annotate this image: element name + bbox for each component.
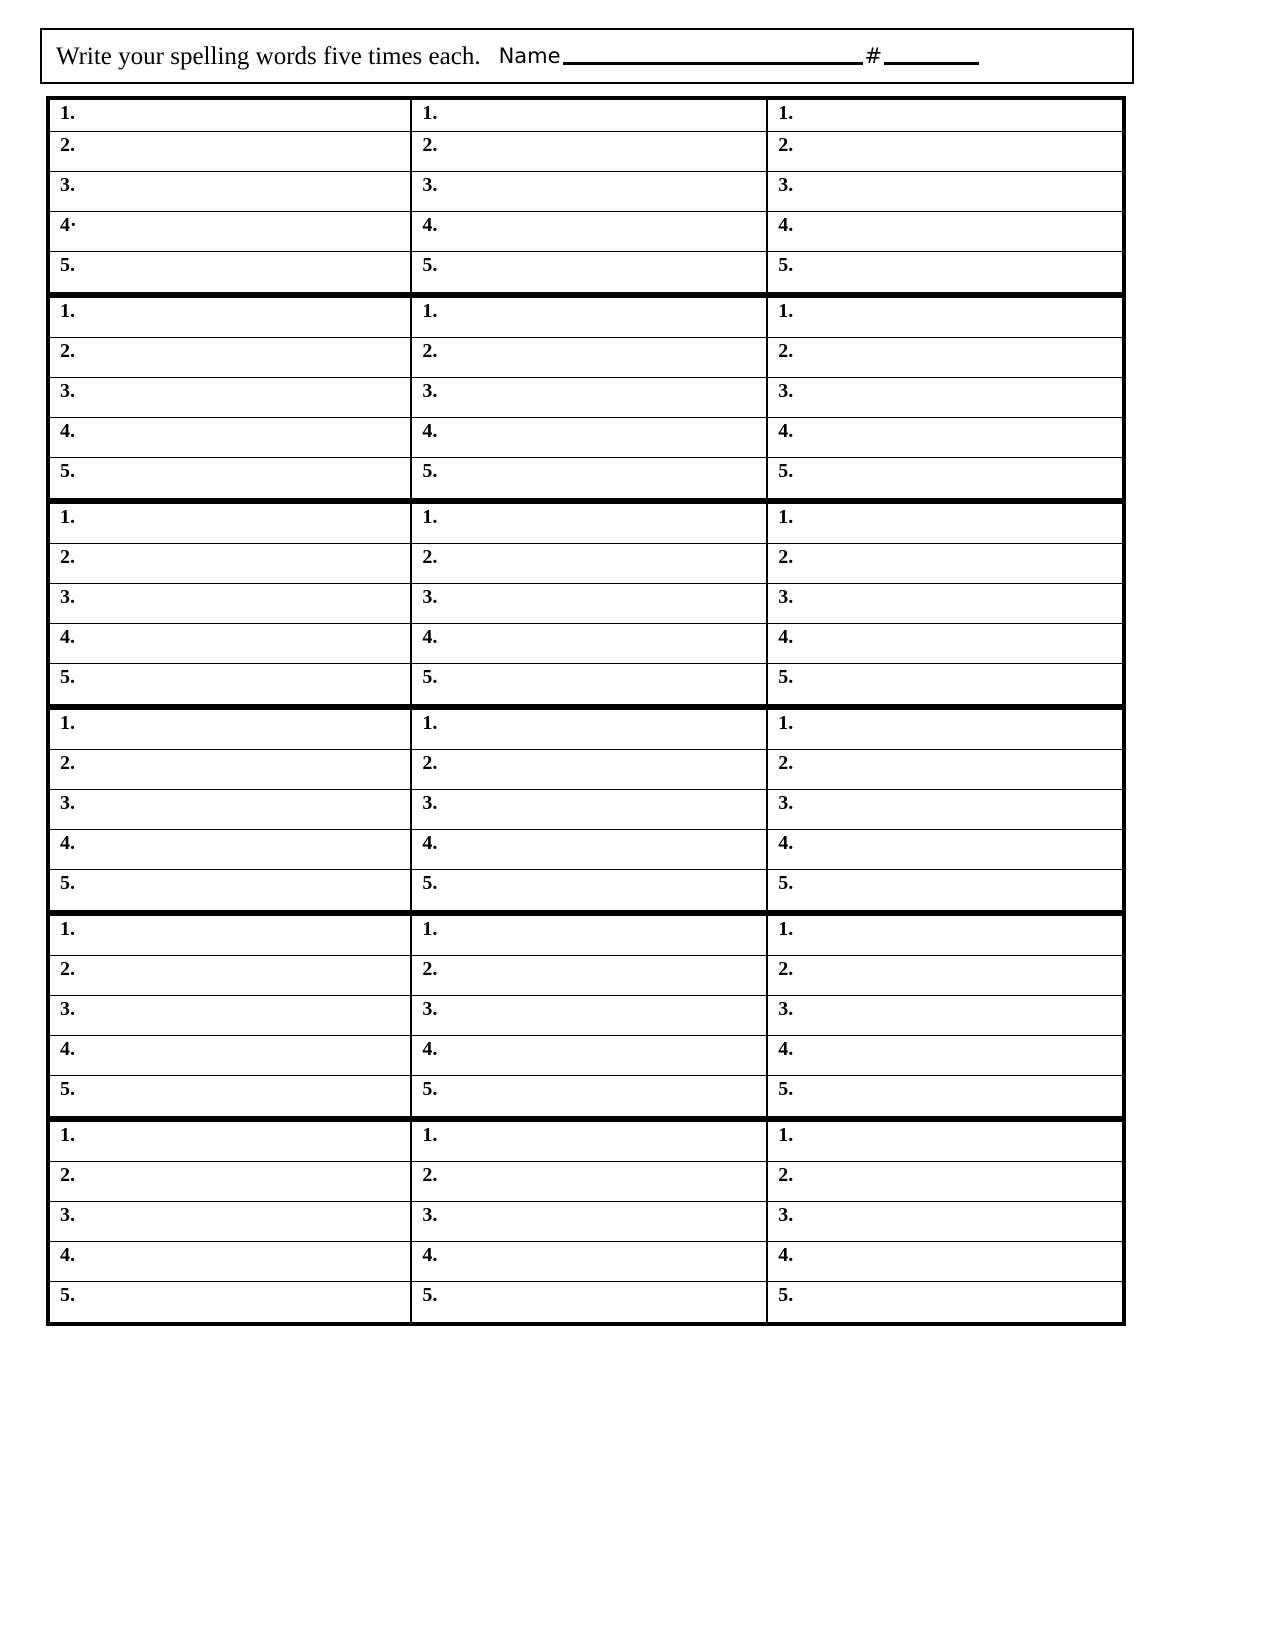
line-number: 3. xyxy=(60,174,75,196)
line-number: 5. xyxy=(778,254,794,276)
practice-line[interactable] xyxy=(412,1036,766,1076)
practice-line[interactable] xyxy=(50,212,410,252)
practice-column xyxy=(412,100,768,292)
practice-column xyxy=(768,298,1122,498)
practice-line[interactable] xyxy=(412,378,766,418)
practice-line[interactable] xyxy=(412,172,766,212)
line-number: 4. xyxy=(778,1244,794,1266)
line-number: 5. xyxy=(778,1078,794,1100)
practice-line[interactable] xyxy=(50,132,410,172)
practice-column xyxy=(50,1122,412,1322)
practice-line[interactable] xyxy=(412,664,766,704)
practice-line[interactable] xyxy=(412,1202,766,1242)
practice-line[interactable] xyxy=(50,338,410,378)
practice-line[interactable] xyxy=(50,504,410,544)
practice-column xyxy=(768,1122,1122,1322)
line-number: 3. xyxy=(422,380,438,402)
line-number: 5. xyxy=(778,1284,794,1306)
practice-line[interactable] xyxy=(768,378,1122,418)
line-number: 5. xyxy=(778,666,794,688)
line-number: 5. xyxy=(60,666,75,688)
practice-line[interactable] xyxy=(768,172,1122,212)
practice-block xyxy=(46,1118,1126,1326)
practice-line[interactable] xyxy=(50,1122,410,1162)
practice-line[interactable] xyxy=(768,710,1122,750)
line-number: 1. xyxy=(778,506,794,528)
practice-grid xyxy=(46,96,1126,1326)
line-number: 1. xyxy=(422,1124,438,1146)
line-number: 3. xyxy=(60,380,75,402)
line-number: 4. xyxy=(60,420,75,442)
practice-line[interactable] xyxy=(50,544,410,584)
line-number: 3. xyxy=(60,792,75,814)
line-number: 4. xyxy=(422,1244,438,1266)
line-number: 4. xyxy=(60,832,75,854)
practice-line[interactable] xyxy=(768,790,1122,830)
line-number: 4. xyxy=(778,832,794,854)
practice-line[interactable] xyxy=(412,1076,766,1116)
line-number: 4. xyxy=(778,1038,794,1060)
practice-column xyxy=(412,916,768,1116)
line-number: 2. xyxy=(422,340,438,362)
line-number: 1. xyxy=(778,300,794,322)
name-label xyxy=(499,44,982,68)
line-number: 5. xyxy=(422,872,438,894)
practice-line[interactable] xyxy=(50,1282,410,1322)
line-number: 3. xyxy=(422,792,438,814)
practice-line[interactable] xyxy=(768,1202,1122,1242)
practice-line[interactable] xyxy=(50,996,410,1036)
practice-line[interactable] xyxy=(768,830,1122,870)
practice-line[interactable] xyxy=(412,458,766,498)
line-number: 5. xyxy=(422,254,438,276)
line-number: 1. xyxy=(422,712,438,734)
practice-line[interactable] xyxy=(50,1036,410,1076)
practice-line[interactable] xyxy=(50,710,410,750)
line-number: 5. xyxy=(422,1284,438,1306)
line-number: 2. xyxy=(60,958,75,980)
line-number: 3. xyxy=(778,998,794,1020)
practice-line[interactable] xyxy=(768,916,1122,956)
line-number: 2. xyxy=(778,752,794,774)
practice-line[interactable] xyxy=(412,790,766,830)
line-number: 2. xyxy=(422,958,438,980)
line-number: 3. xyxy=(422,998,438,1020)
practice-line[interactable] xyxy=(768,458,1122,498)
line-number: 1. xyxy=(60,1124,75,1146)
line-number: 4. xyxy=(778,626,794,648)
practice-line[interactable] xyxy=(412,132,766,172)
practice-block xyxy=(46,706,1126,914)
practice-line[interactable] xyxy=(412,916,766,956)
practice-line[interactable] xyxy=(768,504,1122,544)
practice-line[interactable] xyxy=(50,750,410,790)
line-number: 3. xyxy=(422,586,438,608)
practice-line[interactable] xyxy=(412,956,766,996)
line-number: 2. xyxy=(778,1164,794,1186)
line-number: 3. xyxy=(778,174,794,196)
line-number: 1. xyxy=(60,300,75,322)
practice-block xyxy=(46,96,1126,296)
line-number: 2. xyxy=(778,958,794,980)
line-number: 3. xyxy=(778,792,794,814)
practice-line[interactable] xyxy=(768,956,1122,996)
practice-line[interactable] xyxy=(412,870,766,910)
practice-line[interactable] xyxy=(50,100,410,132)
practice-line[interactable] xyxy=(50,1162,410,1202)
line-number: 2. xyxy=(60,546,75,568)
practice-line[interactable] xyxy=(768,100,1122,132)
practice-line[interactable] xyxy=(50,378,410,418)
practice-line[interactable] xyxy=(412,212,766,252)
practice-line[interactable] xyxy=(412,750,766,790)
practice-line[interactable] xyxy=(412,624,766,664)
line-number: 5. xyxy=(60,254,75,276)
line-number: 1. xyxy=(60,102,75,124)
practice-column xyxy=(412,504,768,704)
line-number: 2. xyxy=(422,752,438,774)
practice-line[interactable] xyxy=(50,418,410,458)
line-number: 4. xyxy=(778,214,794,236)
practice-line[interactable] xyxy=(768,1242,1122,1282)
practice-line[interactable] xyxy=(768,298,1122,338)
line-number: 2. xyxy=(422,134,438,156)
practice-line[interactable] xyxy=(412,710,766,750)
line-number: 5. xyxy=(422,1078,438,1100)
practice-line[interactable] xyxy=(768,212,1122,252)
line-number: 5. xyxy=(60,1284,75,1306)
practice-line[interactable] xyxy=(768,1122,1122,1162)
line-number: 3. xyxy=(60,1204,75,1226)
name-write-line[interactable] xyxy=(563,61,863,65)
practice-column xyxy=(768,916,1122,1116)
line-number: 1. xyxy=(60,506,75,528)
line-number: 3. xyxy=(422,174,438,196)
practice-column xyxy=(50,710,412,910)
practice-line[interactable] xyxy=(768,584,1122,624)
line-number: 2. xyxy=(778,546,794,568)
line-number: 4. xyxy=(422,1038,438,1060)
practice-line[interactable] xyxy=(50,298,410,338)
practice-line[interactable] xyxy=(412,1242,766,1282)
practice-line[interactable] xyxy=(50,830,410,870)
practice-line[interactable] xyxy=(50,584,410,624)
practice-column xyxy=(50,100,412,292)
line-number: 3. xyxy=(778,1204,794,1226)
practice-line[interactable] xyxy=(768,252,1122,292)
practice-line[interactable] xyxy=(50,1076,410,1116)
practice-line[interactable] xyxy=(412,830,766,870)
line-number: 1. xyxy=(422,300,438,322)
practice-line[interactable] xyxy=(412,418,766,458)
line-number: 3. xyxy=(778,380,794,402)
line-number: 4. xyxy=(422,626,438,648)
practice-line[interactable] xyxy=(50,1202,410,1242)
instruction-text: Write your spelling words five times each. xyxy=(56,42,481,70)
practice-line[interactable] xyxy=(50,870,410,910)
practice-block xyxy=(46,500,1126,708)
practice-line[interactable] xyxy=(412,100,766,132)
practice-column xyxy=(50,504,412,704)
practice-line[interactable] xyxy=(768,1162,1122,1202)
line-number: 1. xyxy=(422,506,438,528)
line-number: 4. xyxy=(422,420,438,442)
line-number: 4. xyxy=(422,214,438,236)
line-number: 4. xyxy=(60,1038,75,1060)
line-number: 5. xyxy=(778,872,794,894)
practice-line[interactable] xyxy=(412,996,766,1036)
line-number: 4. xyxy=(778,420,794,442)
number-label-text: # xyxy=(864,44,883,68)
line-number: 2. xyxy=(422,1164,438,1186)
line-number: 5. xyxy=(422,460,438,482)
line-number: 2. xyxy=(60,340,75,362)
line-number: 2. xyxy=(422,546,438,568)
practice-line[interactable] xyxy=(50,664,410,704)
practice-line[interactable] xyxy=(50,624,410,664)
line-number: 3. xyxy=(60,998,75,1020)
line-number: 3. xyxy=(422,1204,438,1226)
line-number: 2. xyxy=(778,134,794,156)
practice-line[interactable] xyxy=(768,1036,1122,1076)
practice-line[interactable] xyxy=(768,664,1122,704)
line-number: 1. xyxy=(778,712,794,734)
line-number: 1. xyxy=(422,918,438,940)
line-number: 2. xyxy=(60,752,75,774)
line-number: 3. xyxy=(778,586,794,608)
practice-line[interactable] xyxy=(768,996,1122,1036)
practice-column xyxy=(768,504,1122,704)
practice-line[interactable] xyxy=(412,1162,766,1202)
practice-line[interactable] xyxy=(768,132,1122,172)
practice-column xyxy=(412,298,768,498)
line-number: 5. xyxy=(60,1078,75,1100)
practice-line[interactable] xyxy=(50,956,410,996)
practice-line[interactable] xyxy=(412,298,766,338)
line-number: 1. xyxy=(60,918,75,940)
practice-column xyxy=(412,710,768,910)
practice-column xyxy=(768,710,1122,910)
practice-line[interactable] xyxy=(768,624,1122,664)
line-number: 1. xyxy=(778,102,794,124)
practice-line[interactable] xyxy=(412,544,766,584)
practice-column xyxy=(412,1122,768,1322)
practice-line[interactable] xyxy=(412,252,766,292)
practice-line[interactable] xyxy=(412,338,766,378)
practice-line[interactable] xyxy=(50,1242,410,1282)
practice-line[interactable] xyxy=(412,504,766,544)
practice-line[interactable] xyxy=(50,252,410,292)
practice-column xyxy=(50,916,412,1116)
line-number: 1. xyxy=(422,102,438,124)
practice-line[interactable] xyxy=(768,1076,1122,1116)
line-number: 2. xyxy=(60,1164,75,1186)
practice-line[interactable] xyxy=(412,1282,766,1322)
practice-line[interactable] xyxy=(768,544,1122,584)
practice-column xyxy=(768,100,1122,292)
line-number: 1. xyxy=(778,1124,794,1146)
line-number: 3. xyxy=(60,586,75,608)
practice-line[interactable] xyxy=(412,1122,766,1162)
practice-column xyxy=(50,298,412,498)
name-label-text: Name xyxy=(498,44,561,68)
line-number: 2. xyxy=(60,134,75,156)
practice-block xyxy=(46,294,1126,502)
practice-line[interactable] xyxy=(50,916,410,956)
line-number: 1. xyxy=(778,918,794,940)
header-box xyxy=(40,28,1134,84)
line-number: 5. xyxy=(422,666,438,688)
practice-line[interactable] xyxy=(768,750,1122,790)
practice-line[interactable] xyxy=(412,584,766,624)
line-number: 2. xyxy=(778,340,794,362)
practice-line[interactable] xyxy=(50,172,410,212)
practice-line[interactable] xyxy=(768,418,1122,458)
line-number: 4. xyxy=(60,1244,75,1266)
practice-line[interactable] xyxy=(50,790,410,830)
line-number: 4· xyxy=(60,214,77,236)
line-number: 5. xyxy=(778,460,794,482)
practice-line[interactable] xyxy=(768,870,1122,910)
practice-line[interactable] xyxy=(768,1282,1122,1322)
practice-line[interactable] xyxy=(768,338,1122,378)
line-number: 5. xyxy=(60,460,75,482)
line-number: 5. xyxy=(60,872,75,894)
practice-line[interactable] xyxy=(50,458,410,498)
line-number: 4. xyxy=(60,626,75,648)
line-number: 4. xyxy=(422,832,438,854)
line-number: 1. xyxy=(60,712,75,734)
number-write-line[interactable] xyxy=(884,61,979,65)
practice-block xyxy=(46,912,1126,1120)
